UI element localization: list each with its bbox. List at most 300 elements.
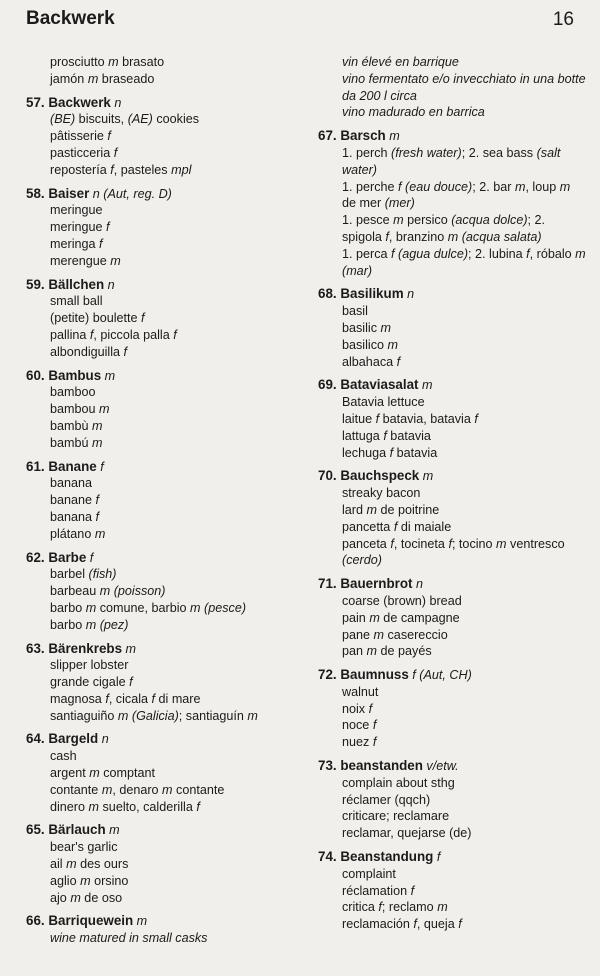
translation-line (26, 293, 298, 310)
italic-segment: m (387, 337, 398, 352)
text-segment: meringa (50, 236, 99, 251)
text-segment: dinero (50, 799, 89, 814)
text-segment: pâtisserie (50, 129, 108, 144)
italic-segment: m (101, 782, 113, 797)
page-number: 16 (552, 9, 574, 30)
dictionary-entry (26, 731, 298, 815)
italic-segment: m (380, 320, 391, 335)
translation-line (26, 202, 298, 219)
italic-segment: m (514, 179, 526, 194)
translation-line (26, 236, 298, 253)
grammar-label: n (403, 287, 415, 302)
italic-segment: (salt water) (342, 145, 561, 177)
italic-segment: vin élevé en barrique (342, 55, 459, 69)
text-segment: biscuits, (75, 112, 128, 127)
text-segment: jamón (50, 71, 88, 86)
translation-line (318, 916, 586, 933)
italic-segment: f (107, 129, 111, 144)
text-segment: meringue (50, 203, 103, 218)
translation-line (26, 708, 298, 725)
translation-line (318, 54, 586, 71)
translation-line (318, 593, 586, 610)
headword: 66. Barriquewein (26, 913, 134, 929)
text-segment: suelto, calderilla (99, 799, 197, 814)
text-segment: , piccola palla (93, 327, 174, 342)
text-segment: laitue (342, 411, 376, 426)
entry-heading (26, 95, 298, 112)
running-head: Backwerk (26, 8, 115, 29)
text-segment: , loup (525, 179, 560, 194)
entry-heading (26, 731, 298, 748)
text-segment: barbo (50, 600, 86, 615)
dictionary-entry (26, 641, 298, 725)
italic-segment: m (559, 179, 571, 194)
entry-heading (26, 550, 298, 567)
entry-heading (26, 641, 298, 658)
text-segment: de payés (377, 644, 432, 659)
italic-segment: f (448, 536, 452, 551)
text-segment: aglio (50, 873, 81, 888)
text-segment: de campagne (379, 610, 460, 625)
dictionary-entry (318, 758, 586, 842)
italic-segment: f (383, 428, 387, 443)
italic-segment: f (151, 691, 156, 706)
translation-line (318, 701, 586, 718)
text-segment: ajo (50, 890, 71, 905)
text-segment: barbo (50, 617, 86, 632)
italic-segment: f (105, 691, 109, 706)
italic-segment: m (80, 873, 91, 888)
text-segment: noce (342, 718, 373, 733)
italic-segment: f (141, 311, 145, 326)
italic-segment: vino madurado en barrica (342, 105, 485, 120)
text-segment: , pasteles (113, 162, 172, 177)
translation-line (26, 219, 298, 236)
translation-line (26, 839, 298, 856)
dictionary-entry (318, 468, 586, 569)
dictionary-entry (318, 54, 586, 121)
translation-line (26, 856, 298, 873)
translation-line (318, 354, 586, 371)
translation-line (318, 643, 586, 660)
text-segment: , denaro (112, 782, 163, 797)
italic-segment: m (66, 857, 77, 872)
text-segment: noix (342, 701, 369, 716)
italic-segment: f (173, 327, 177, 342)
italic-segment: m (94, 526, 106, 541)
dictionary-entry (26, 95, 298, 179)
dictionary-entry (318, 849, 586, 933)
italic-segment: m (pez) (85, 617, 129, 632)
text-segment: contante (50, 782, 102, 797)
text-segment: casereccio (384, 627, 448, 642)
dictionary-entry (26, 277, 298, 361)
text-segment: 1. pesce (342, 213, 394, 228)
italic-segment: f (413, 917, 417, 932)
text-segment: albondiguilla (50, 344, 124, 359)
text-segment: de poitrine (377, 502, 440, 517)
translation-line (318, 320, 586, 337)
italic-segment: f (eau douce) (398, 179, 473, 194)
italic-segment: f (372, 735, 377, 750)
entry-heading (318, 128, 586, 145)
text-segment: walnut (342, 684, 379, 699)
text-segment: magnosa (50, 691, 106, 706)
entry-heading (318, 377, 586, 394)
entry-heading (318, 576, 586, 593)
dictionary-entry (318, 667, 586, 751)
dictionary-entry (318, 576, 586, 660)
italic-segment: f (393, 519, 398, 534)
italic-segment: m (85, 600, 97, 615)
text-segment: (petite) boulette (50, 311, 142, 326)
text-segment: ; reclamo (381, 900, 438, 915)
text-segment: albahaca (342, 354, 397, 369)
text-segment: santiaguiño (50, 708, 118, 723)
translation-line (318, 717, 586, 734)
translation-line (26, 384, 298, 401)
grammar-label: f (Aut, CH) (408, 668, 472, 683)
headword: 64. Bargeld (26, 731, 99, 747)
text-segment: bear's garlic (50, 840, 118, 855)
italic-segment: f (110, 162, 114, 177)
text-segment: pan (342, 644, 367, 659)
italic-segment: m (247, 708, 258, 723)
text-segment: di maiale (397, 519, 452, 534)
italic-segment: f (410, 883, 415, 898)
text-segment: nuez (342, 735, 373, 750)
dictionary-entry (26, 368, 298, 452)
italic-segment: (cerdo) (342, 553, 382, 568)
translation-line (26, 401, 298, 418)
translation-line (318, 792, 586, 809)
headword: 69. Bataviasalat (318, 377, 419, 393)
italic-segment: f (agua dulce) (391, 246, 469, 261)
text-segment: , cicala (108, 691, 152, 706)
italic-segment: f (385, 229, 389, 244)
headword: 73. beanstanden (318, 758, 423, 774)
italic-segment: (acqua dolce) (451, 213, 528, 228)
text-segment: Batavia lettuce (342, 395, 425, 410)
translation-line (26, 526, 298, 543)
text-segment: reclamar, quejarse (de) (342, 826, 472, 841)
italic-segment: f (474, 411, 478, 426)
translation-line (26, 617, 298, 634)
headword: 62. Barbe (26, 549, 87, 565)
text-segment: bambou (50, 402, 100, 417)
text-segment: pasticceria (50, 145, 114, 160)
text-segment: réclamation (342, 883, 411, 898)
translation-line (318, 519, 586, 536)
text-segment: panceta (342, 536, 391, 551)
headword: 65. Bärlauch (26, 822, 106, 838)
italic-segment: f (372, 718, 377, 733)
dictionary-entry (26, 822, 298, 906)
entry-heading (318, 758, 586, 775)
translation-line (26, 310, 298, 327)
headword: 60. Bambus (26, 367, 102, 383)
italic-segment: m (366, 644, 378, 659)
italic-segment: m (pesce) (190, 600, 247, 615)
translation-line (26, 418, 298, 435)
headword: 72. Baumnuss (318, 667, 409, 683)
text-segment: ; 2. sea bass (461, 145, 537, 160)
grammar-label: m (418, 378, 433, 393)
grammar-label: n (98, 732, 109, 747)
translation-line (26, 435, 298, 452)
text-segment: ail (50, 857, 67, 872)
italic-segment: f (123, 344, 128, 359)
grammar-label: m (419, 469, 434, 484)
text-segment: ; 2. lubina (468, 246, 527, 261)
translation-line (318, 104, 586, 121)
text-segment: bambù (50, 418, 93, 433)
translation-line (26, 799, 298, 816)
grammar-label: m (101, 368, 116, 383)
translation-line (26, 765, 298, 782)
dictionary-entry (26, 459, 298, 543)
italic-segment: f (106, 220, 110, 235)
translation-line (318, 394, 586, 411)
translation-line (26, 492, 298, 509)
dictionary-entry (318, 377, 586, 461)
translation-line (26, 748, 298, 765)
translation-line (26, 600, 298, 617)
translation-line (26, 930, 298, 947)
text-segment: plátano (50, 526, 95, 541)
text-segment: pain (342, 610, 370, 625)
text-segment: batavia, batavia (379, 411, 475, 426)
text-segment: banana (50, 476, 93, 491)
translation-line (318, 610, 586, 627)
text-segment: streaky bacon (342, 486, 421, 501)
translation-line (26, 583, 298, 600)
dictionary-entry (26, 186, 298, 270)
text-segment: grande cigale (50, 675, 130, 690)
entry-heading (26, 186, 298, 203)
translation-line (26, 344, 298, 361)
translation-line (318, 825, 586, 842)
translation-line (26, 509, 298, 526)
headword: 71. Bauernbrot (318, 576, 413, 592)
text-segment: 1. perche (342, 179, 399, 194)
grammar-label: n (110, 95, 122, 110)
dictionary-entry (26, 913, 298, 947)
italic-segment: m (496, 536, 507, 551)
text-segment: batavia (386, 428, 431, 443)
italic-segment: f (526, 246, 530, 261)
text-segment: bambú (50, 435, 93, 450)
text-segment: batavia (393, 445, 438, 460)
text-segment: basil (342, 304, 368, 319)
text-segment: persico (403, 213, 452, 228)
grammar-label: f (86, 550, 94, 565)
text-segment: 1. perch (342, 145, 392, 160)
entry-heading (26, 459, 298, 476)
translation-line (26, 566, 298, 583)
translation-line (26, 782, 298, 799)
italic-segment: m (89, 766, 100, 781)
text-segment: de mer (342, 196, 385, 211)
text-segment: orsino (90, 873, 129, 888)
italic-segment: m (366, 502, 377, 517)
text-segment: merengue (50, 253, 111, 268)
translation-line (26, 873, 298, 890)
dictionary-entry (318, 286, 586, 370)
italic-segment: m (162, 782, 173, 797)
translation-line (26, 253, 298, 270)
text-segment: banane (50, 493, 96, 508)
text-segment: ; 2. bar (472, 179, 515, 194)
text-segment: brasato (118, 55, 165, 69)
text-segment: repostería (50, 162, 111, 177)
italic-segment: f (95, 509, 100, 524)
translation-line (318, 212, 586, 246)
translation-line (26, 162, 298, 179)
translation-line (318, 883, 586, 900)
text-segment: meringue (50, 220, 107, 235)
text-segment: lard (342, 502, 367, 517)
italic-segment: m (acqua salata) (447, 229, 542, 244)
grammar-label: f (96, 459, 104, 474)
italic-segment: m (87, 71, 99, 86)
text-segment: cookies (152, 112, 200, 127)
text-segment: argent (50, 766, 90, 781)
translation-line (26, 111, 298, 128)
headword: 63. Bärenkrebs (26, 640, 123, 656)
italic-segment: (fresh water) (391, 145, 462, 160)
italic-segment: mpl (171, 162, 192, 177)
translation-line (318, 337, 586, 354)
headword: 70. Bauchspeck (318, 468, 420, 484)
grammar-label: n (412, 577, 424, 592)
italic-segment: m (110, 253, 121, 268)
entry-heading (26, 822, 298, 839)
left-column (26, 54, 298, 954)
grammar-label: n (Aut, reg. D) (89, 186, 172, 201)
text-segment: criticare; reclamare (342, 809, 450, 824)
italic-segment: vino fermentato e/o invecchiato in una botte da 200 l circa (342, 71, 586, 103)
dictionary-entry (318, 128, 586, 279)
dictionary-entry (26, 54, 298, 88)
text-segment: di mare (155, 691, 201, 706)
italic-segment: f (378, 900, 382, 915)
translation-line (318, 145, 586, 179)
italic-segment: f (89, 327, 94, 342)
italic-segment: f (113, 145, 118, 160)
italic-segment: f (196, 799, 200, 814)
text-segment: coarse (brown) bread (342, 593, 462, 608)
grammar-label: n (104, 277, 115, 292)
translation-line (26, 145, 298, 162)
translation-line (26, 54, 298, 71)
italic-segment: f (368, 701, 373, 716)
translation-line (26, 674, 298, 691)
translation-line (318, 411, 586, 428)
dictionary-entry (26, 550, 298, 634)
translation-line (318, 627, 586, 644)
grammar-label: m (122, 641, 137, 656)
italic-segment: m (373, 627, 385, 642)
headword: 59. Bällchen (26, 276, 105, 292)
italic-segment: f (95, 493, 100, 508)
entry-heading (318, 286, 586, 303)
italic-segment: f (458, 917, 462, 932)
italic-segment: m (poisson) (99, 584, 166, 599)
text-segment: pallina (50, 327, 90, 342)
translation-line (318, 734, 586, 751)
italic-segment: f (390, 536, 394, 551)
italic-segment: m (437, 900, 448, 915)
grammar-label: m (385, 129, 400, 144)
text-segment: braseado (98, 71, 155, 86)
translation-line (26, 475, 298, 492)
translation-line (318, 428, 586, 445)
translation-line (318, 445, 586, 462)
text-segment: pane (342, 627, 374, 642)
italic-segment: m (Galicia) (117, 708, 179, 723)
translation-line (26, 890, 298, 907)
text-segment: barbel (50, 567, 89, 582)
translation-line (318, 775, 586, 792)
italic-segment: (AE) (127, 112, 153, 127)
italic-segment: f (129, 675, 133, 690)
entry-heading (318, 468, 586, 485)
headword: 58. Baiser (26, 185, 90, 201)
grammar-label: m (105, 823, 120, 838)
text-segment: critica (342, 900, 379, 915)
headword: 67. Barsch (318, 128, 386, 144)
grammar-label: m (133, 914, 148, 929)
grammar-label: v/etw. (422, 759, 459, 774)
italic-segment: f (389, 445, 394, 460)
entry-heading (26, 368, 298, 385)
text-segment: basilic (342, 320, 381, 335)
headword: 61. Banane (26, 458, 97, 474)
translation-line (318, 866, 586, 883)
text-segment: , queja (416, 917, 459, 932)
text-segment: slipper lobster (50, 658, 129, 673)
translation-line (318, 485, 586, 502)
text-segment: reclamación (342, 917, 414, 932)
text-segment: basilico (342, 337, 388, 352)
text-segment: bamboo (50, 385, 96, 400)
text-segment: , róbalo (529, 246, 576, 261)
translation-line (318, 899, 586, 916)
translation-line (318, 502, 586, 519)
translation-line (26, 327, 298, 344)
entry-heading (318, 849, 586, 866)
text-segment: complain about sthg (342, 775, 455, 790)
translation-line (318, 684, 586, 701)
italic-segment: m (mar) (342, 246, 586, 278)
text-segment: comune, barbio (96, 600, 191, 615)
entry-heading (26, 913, 298, 930)
italic-segment: m (108, 55, 119, 69)
text-segment: 1. perca (342, 246, 392, 261)
translation-line (26, 71, 298, 88)
italic-segment: m (88, 799, 100, 814)
italic-segment: m (92, 418, 103, 433)
headword: 74. Beanstandung (318, 849, 434, 865)
italic-segment: (mer) (384, 196, 415, 211)
italic-segment: m (92, 435, 103, 450)
entry-heading (318, 667, 586, 684)
grammar-label: f (433, 850, 441, 865)
italic-segment: m (70, 890, 81, 905)
italic-segment: f (375, 411, 380, 426)
text-segment: ventresco (506, 536, 565, 551)
